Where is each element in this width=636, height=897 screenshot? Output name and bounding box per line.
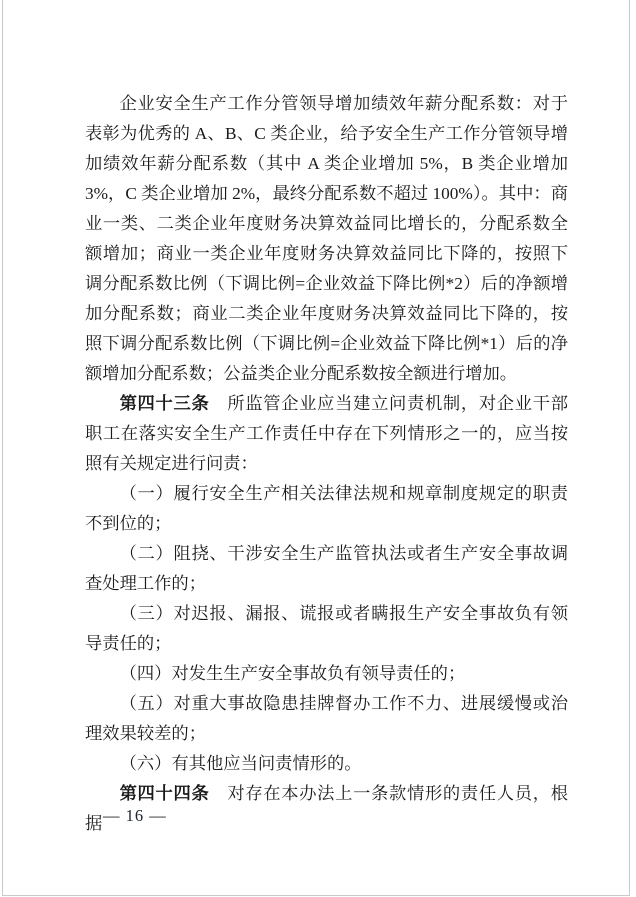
paragraph-text: 所监管企业应当建立问责机制，对企业干部职工在落实安全生产工作责任中存在下列情形之一的，应当按照有关规定进行问责： xyxy=(85,394,568,473)
paragraph-text: （一）履行安全生产相关法律法规和规章制度规定的职责不到位的； xyxy=(85,484,568,533)
para-item-2 xyxy=(85,539,568,599)
document-body xyxy=(85,89,568,839)
article-number: 第四十三条 xyxy=(119,394,210,413)
paragraph-text: （三）对迟报、漏报、谎报或者瞒报生产安全事故负有领导责任的； xyxy=(85,604,568,653)
para-article-43 xyxy=(85,389,568,479)
page-number: — 16 — xyxy=(103,806,167,825)
paragraph-text: 对存在本办法上一条款情形的责任人员，根据 xyxy=(85,784,568,833)
para-item-1 xyxy=(85,479,568,539)
paragraph-text: （五）对重大事故隐患挂牌督办工作不力、进展缓慢或治理效果较差的； xyxy=(85,694,568,743)
para-item-6 xyxy=(85,749,568,779)
para-item-3 xyxy=(85,599,568,659)
paragraph-text: （二）阻挠、干涉安全生产监管执法或者生产安全事故调查处理工作的； xyxy=(85,544,568,593)
para-bonus-coefficient xyxy=(85,89,568,389)
para-item-4 xyxy=(85,659,568,689)
paragraph-text: 企业安全生产工作分管领导增加绩效年薪分配系数：对于表彰为优秀的 A、B、C 类企业，给予安全生产工作分管领导增加绩效年薪分配系数（其中 A 类企业增加 5%，B 类企业增加 3%，C 类企业增加 2%，最终分配系数不超过 100%）。其中：商业一类、二类企业年度财务决算效益同比增长的，分配系数全额增加；商业一类企业年度财务决算效益同比下降的，按照下调分配系数比例（下调比例=企业效益下降比例*2）后的净额增加分配系数；商业二类企业年度财务决算效益同比下降的，按照下调分配系数比例（下调比例=企业效益下降比例*1）后的净额增加分配系数；公益类企业分配系数按全额进行增加。 xyxy=(85,94,568,383)
article-number: 第四十四条 xyxy=(119,784,210,803)
paragraph-text: （四）对发生生产安全事故负有领导责任的； xyxy=(119,664,466,683)
paragraph-text: （六）有其他应当问责情形的。 xyxy=(119,754,362,773)
para-item-5 xyxy=(85,689,568,749)
